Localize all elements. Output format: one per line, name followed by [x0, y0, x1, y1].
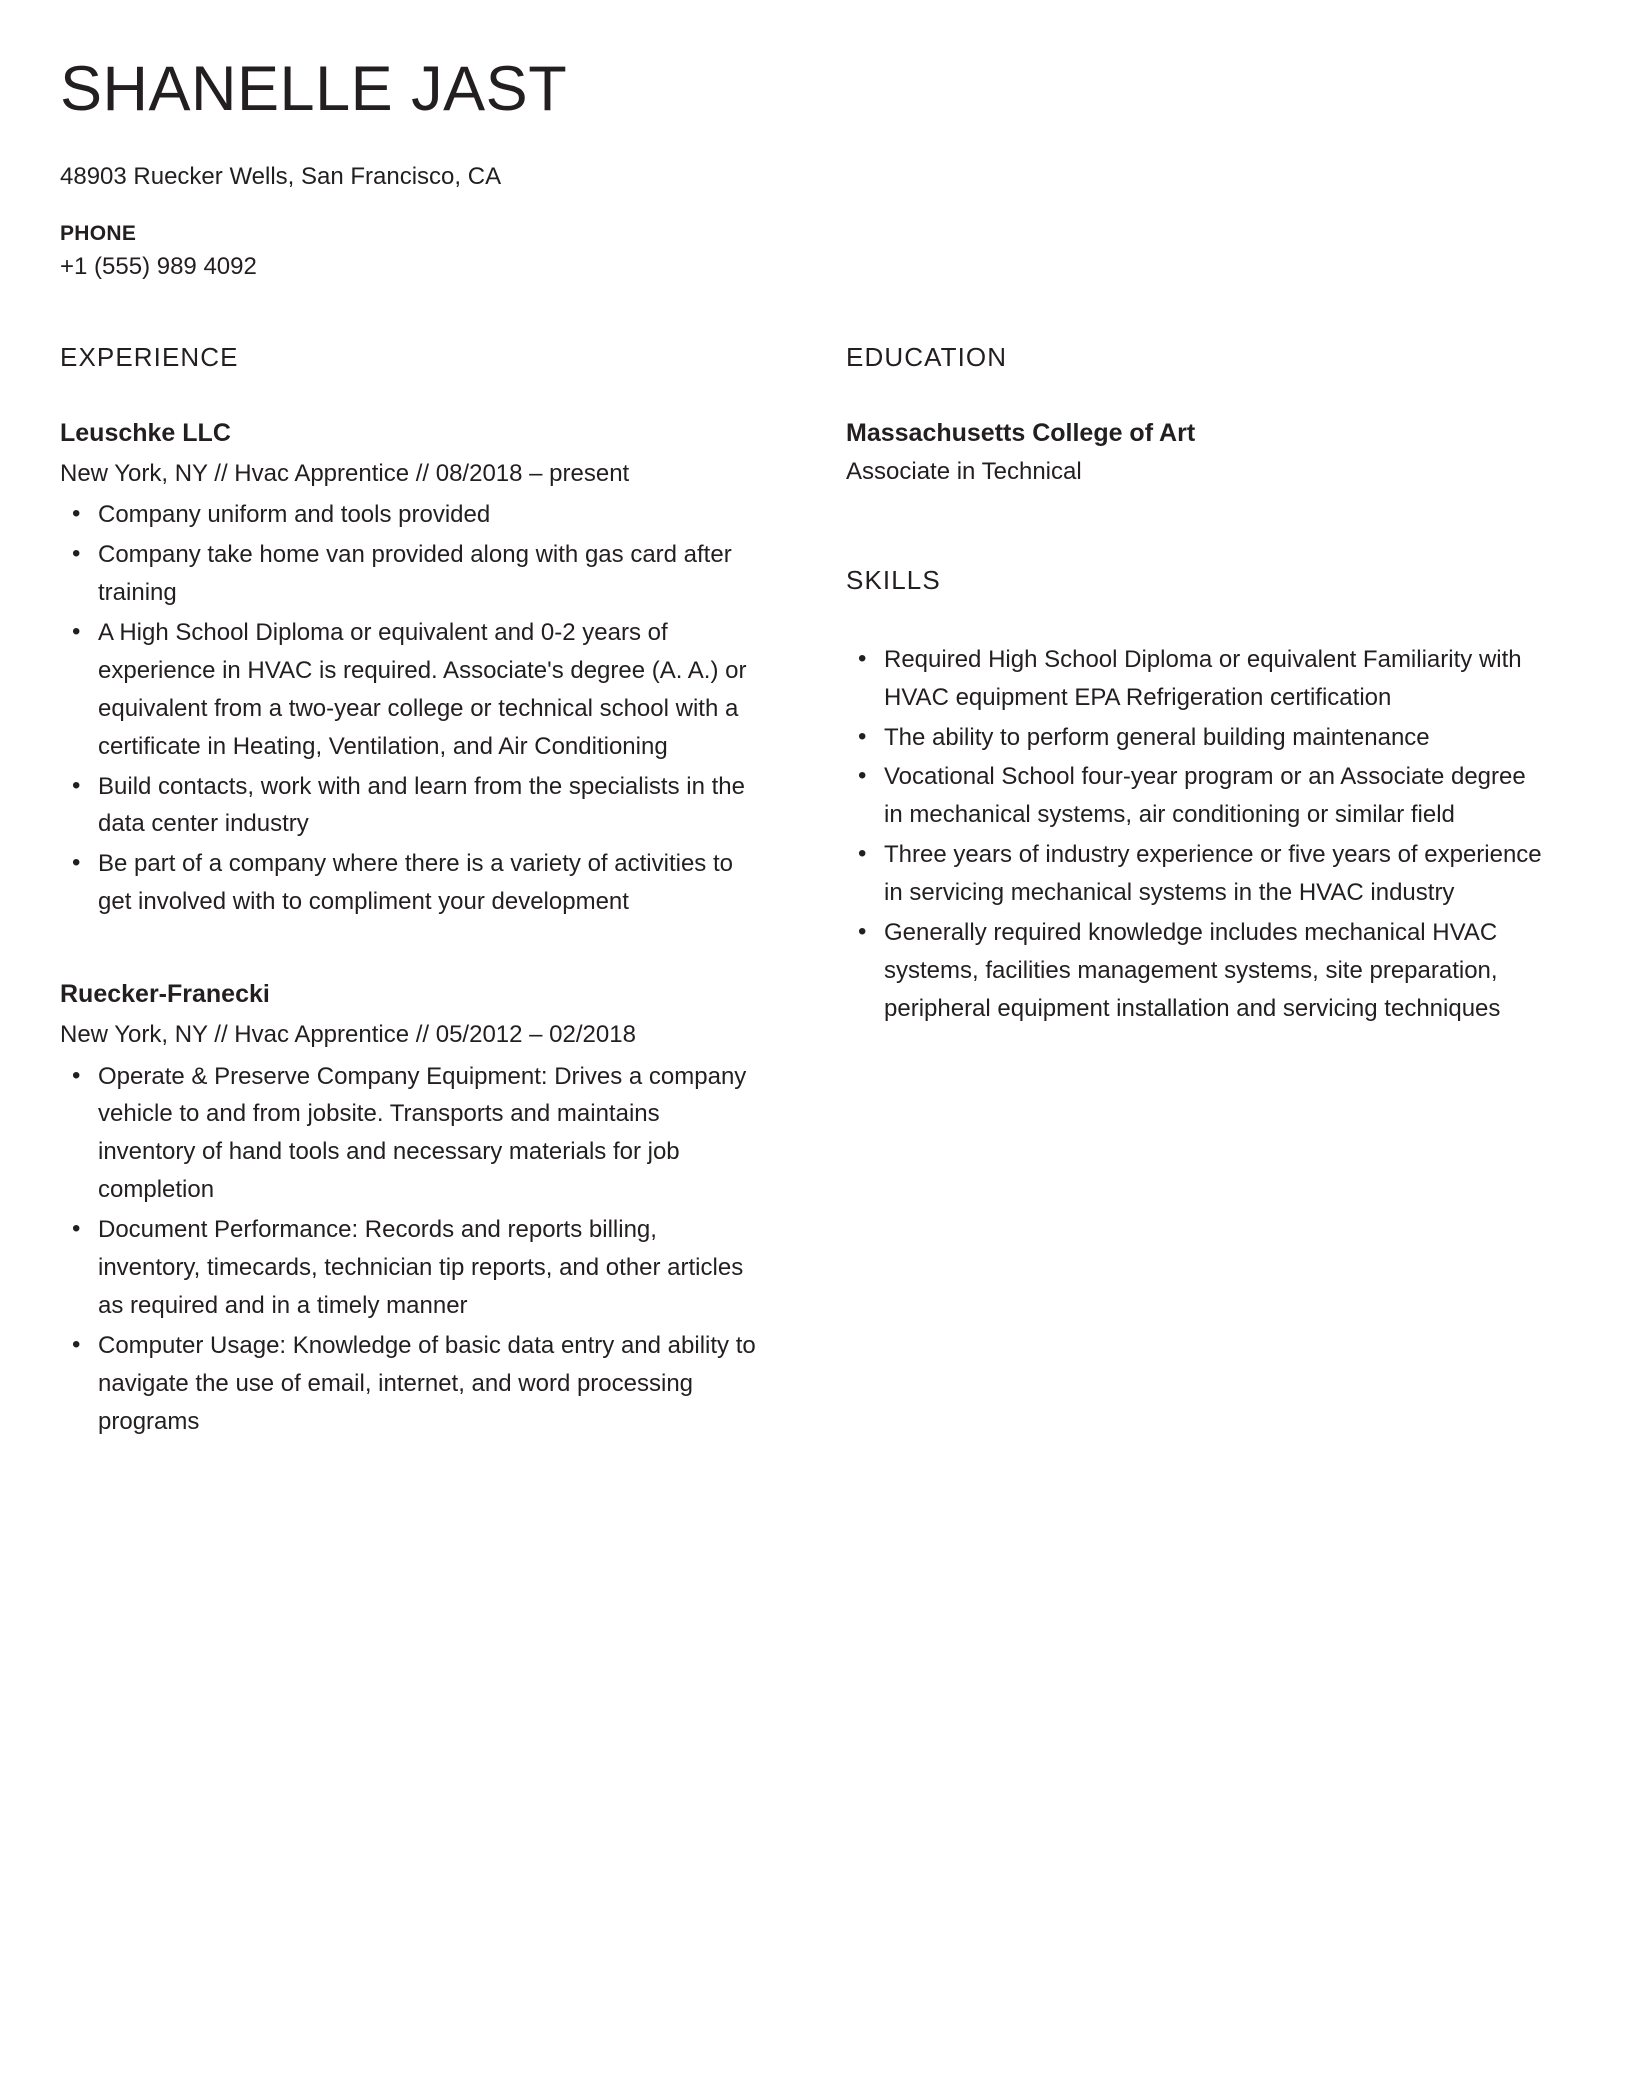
list-item: • Computer Usage: Knowledge of basic data entry and ability to navigate the use of email, internet, and word processing programs	[60, 1327, 760, 1441]
section-title-education: EDUCATION	[846, 342, 1008, 373]
list-item: • Operate & Preserve Company Equipment: Drives a company vehicle to and from jobsite. Transports and maintains inventory of hand tools and necessary materials for job completion	[60, 1058, 760, 1210]
experience-bullet-list	[60, 1058, 760, 1441]
right-column	[846, 343, 1546, 1028]
section-title-experience: EXPERIENCE	[60, 342, 239, 373]
employment-meta: New York, NY // Hvac Apprentice // 08/2018 – present	[60, 459, 630, 487]
list-item: • The ability to perform general building maintenance	[846, 719, 1546, 757]
education-entry	[846, 418, 1546, 488]
experience-entry	[60, 418, 760, 921]
list-item: • Company uniform and tools provided	[60, 496, 760, 534]
list-item: • A High School Diploma or equivalent and 0-2 years of experience in HVAC is required. Associate's degree (A. A.) or equivalent from a two-year college or technical school with a certificate in Heating, Ventilation, and Air Conditioning	[60, 614, 760, 766]
employer-name: Ruecker-Franecki	[60, 980, 270, 1009]
candidate-address: 48903 Ruecker Wells, San Francisco, CA	[60, 163, 502, 190]
resume-header	[60, 48, 1572, 281]
list-item: • Be part of a company where there is a variety of activities to get involved with to compliment your development	[60, 845, 760, 921]
section-title-skills: SKILLS	[846, 565, 941, 596]
list-item: • Three years of industry experience or five years of experience in servicing mechanical systems in the HVAC industry	[846, 836, 1546, 912]
list-item: • Document Performance: Records and reports billing, inventory, timecards, technician tip reports, and other articles as required and in a timely manner	[60, 1211, 760, 1325]
employer-name: Leuschke LLC	[60, 418, 231, 447]
phone-label: PHONE	[60, 222, 137, 246]
school-name: Massachusetts College of Art	[846, 418, 1196, 447]
degree-name: Associate in Technical	[846, 457, 1082, 485]
phone-value: +1 (555) 989 4092	[60, 253, 257, 281]
candidate-name: SHANELLE JAST	[60, 54, 568, 124]
experience-entry	[60, 979, 760, 1440]
education-entries	[846, 418, 1546, 488]
list-item: • Required High School Diploma or equivalent Familiarity with HVAC equipment EPA Refrigeration certification	[846, 641, 1546, 717]
experience-bullet-list	[60, 496, 760, 921]
skills-list	[846, 641, 1546, 1028]
employment-meta: New York, NY // Hvac Apprentice // 05/2012 – 02/2018	[60, 1021, 636, 1049]
resume-columns	[60, 343, 1572, 1440]
left-column	[60, 343, 760, 1440]
list-item: • Vocational School four-year program or an Associate degree in mechanical systems, air conditioning or similar field	[846, 758, 1546, 834]
list-item: • Company take home van provided along with gas card after training	[60, 536, 760, 612]
list-item: • Build contacts, work with and learn from the specialists in the data center industry	[60, 768, 760, 844]
list-item: • Generally required knowledge includes mechanical HVAC systems, facilities management systems, site preparation, peripheral equipment installation and servicing techniques	[846, 914, 1546, 1028]
experience-entries	[60, 418, 760, 1441]
